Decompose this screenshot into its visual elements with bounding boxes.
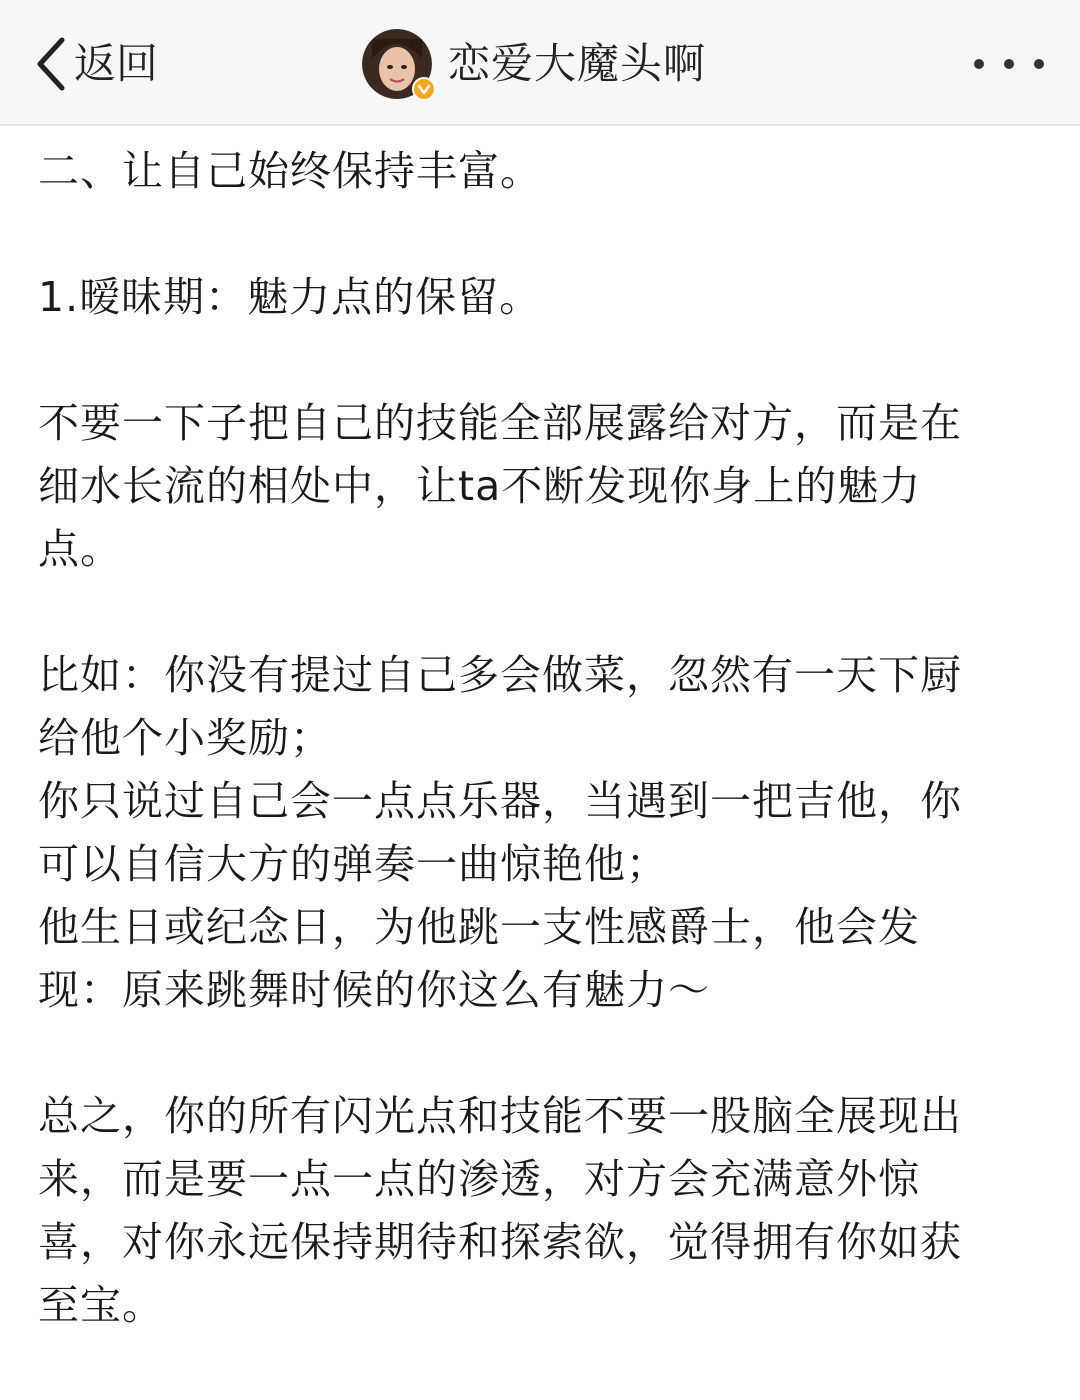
text-line: 1.暧昧期：魅力点的保留。 — [38, 273, 542, 321]
profile-link[interactable] — [362, 28, 706, 100]
text-line: 总之，你的所有闪光点和技能不要一股脑全展现出 — [38, 1092, 962, 1140]
text-line: 比如：你没有提过自己多会做菜，忽然有一天下厨 — [38, 651, 962, 699]
text-line: 你只说过自己会一点点乐器，当遇到一把吉他，你 — [38, 777, 962, 825]
avatar[interactable] — [362, 29, 432, 99]
username[interactable]: 恋爱大魔头啊 — [448, 39, 707, 88]
more-options-button[interactable] — [974, 44, 1044, 84]
text-line: 可以自信大方的弹奏一曲惊艳他； — [38, 840, 668, 888]
top-navigation-bar — [0, 0, 1080, 126]
text-line: 喜，对你永远保持期待和探索欲，觉得拥有你如获 — [38, 1218, 962, 1266]
text-line: 现：原来跳舞时候的你这么有魅力～ — [38, 966, 710, 1014]
chevron-left-icon — [34, 36, 68, 92]
paragraph — [38, 1085, 1038, 1337]
text-line: 给他个小奖励； — [38, 714, 332, 762]
text-line: 不要一下子把自己的技能全部展露给对方，而是在 — [38, 399, 962, 447]
paragraph — [38, 266, 1038, 329]
more-dot-icon — [1034, 59, 1044, 69]
more-dot-icon — [974, 59, 984, 69]
article-body — [38, 140, 1038, 1400]
text-line: 来，而是要一点一点的渗透，对方会充满意外惊 — [38, 1155, 920, 1203]
text-line: 细水长流的相处中，让ta不断发现你身上的魅力 — [38, 462, 922, 510]
text-line: 他生日或纪念日，为他跳一支性感爵士，他会发 — [38, 903, 920, 951]
back-label: 返回 — [74, 39, 159, 88]
verified-badge-icon — [412, 77, 436, 101]
text-line: 至宝。 — [38, 1281, 164, 1329]
back-button[interactable] — [34, 34, 158, 94]
paragraph — [38, 392, 1038, 581]
more-dot-icon — [1004, 59, 1014, 69]
text-line: 点。 — [38, 525, 122, 573]
paragraph — [38, 644, 1038, 1022]
paragraph — [38, 140, 1038, 203]
text-line: 二、让自己始终保持丰富。 — [38, 147, 542, 195]
